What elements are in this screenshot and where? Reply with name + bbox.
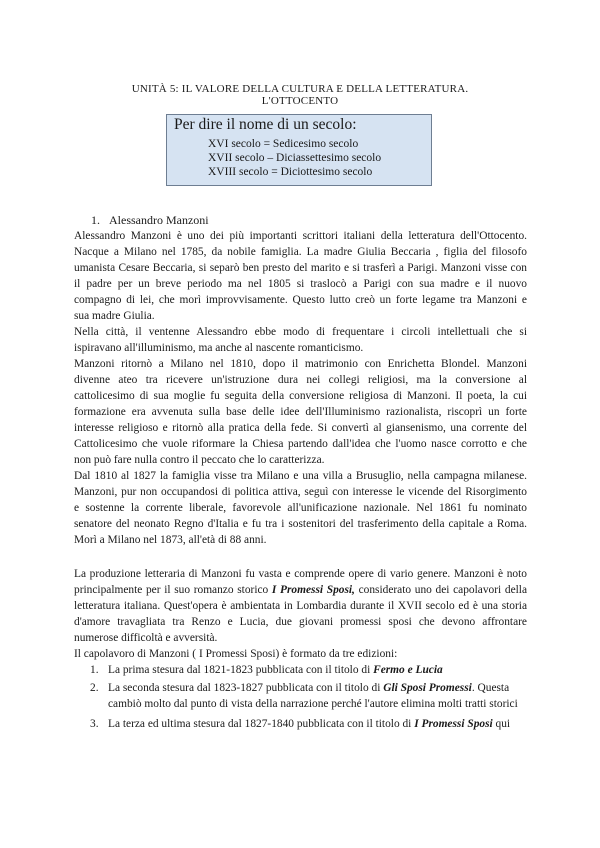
text-line: Manzoni ritornò a Milano nel 1810, dopo il matrimonio con Enrichetta Blondel. Manzoni bbox=[74, 358, 527, 370]
text-line: d'amore travagliata tra Renzo e Lucia, due giovani promessi sposi che devono affrontare bbox=[74, 616, 527, 628]
unit-title: UNITÀ 5: IL VALORE DELLA CULTURA E DELLA LETTERATURA. bbox=[131, 83, 469, 95]
list-number: 3. bbox=[90, 718, 99, 730]
work-title: I Promessi Sposi, bbox=[271, 584, 355, 596]
text-line: Dal 1810 al 1827 la famiglia visse tra Milano e una villa a Brusuglio, nella campagna milanese. bbox=[74, 470, 527, 482]
text-fragment: La terza ed ultima stesura dal 1827-1840 pubblicata con il titolo di bbox=[108, 718, 415, 730]
text-line: compagno di lei, che morì improvvisamente. Questo lutto creò un forte legame tra Manzoni e bbox=[74, 294, 527, 306]
text-fragment: . Questa bbox=[471, 682, 510, 694]
text-fragment: La prima stesura dal 1821-1823 pubblicata con il titolo di bbox=[108, 664, 374, 676]
text-line: Nella città, il ventenne Alessandro ebbe modo di frequentare i circoli intellettuali che si bbox=[74, 326, 527, 338]
text-fragment: qui bbox=[492, 718, 511, 730]
section-title: Alessandro Manzoni bbox=[109, 213, 209, 227]
unit-subtitle: L'OTTOCENTO bbox=[261, 95, 339, 107]
work-title: I Promessi Sposi bbox=[414, 718, 493, 730]
text-line: sua madre Giulia. bbox=[74, 310, 155, 322]
section-heading bbox=[91, 212, 209, 228]
text-line: letteratura italiana. Quest'opera è ambientata in Lombardia durante il XVII secolo ed è una storia bbox=[74, 600, 527, 612]
text-fragment: considerato uno dei capolavori della bbox=[354, 584, 527, 596]
work-title: Fermo e Lucia bbox=[373, 664, 443, 676]
text-line: e sostenne la corrente liberale, favorevole all'unificazione nazionale. Nel 1861 fu nominato bbox=[74, 502, 527, 514]
text-line: divenne ateo tra ricevere un'istruzione dura nei collegi religiosi, ma la conversione al bbox=[74, 374, 527, 386]
list-item-continuation: cambiò molto dal punto di vista della narrazione perché l'autore elimina molti tratti storici bbox=[108, 698, 518, 710]
text-fragment: principalmente per il suo romanzo storico bbox=[74, 584, 272, 596]
text-line: Morì a Milano nel 1873, all'età di 88 anni. bbox=[74, 534, 267, 546]
work-title: Gli Sposi Promessi bbox=[383, 682, 472, 694]
list-number: 2. bbox=[90, 682, 99, 694]
list-item bbox=[108, 716, 510, 732]
list-item bbox=[108, 662, 443, 678]
text-line: Cattolicesimo che vuole riformare la Chiesa partendo dall'idea che l'uomo nasce corrotto e che bbox=[74, 438, 527, 450]
century-note-line: XVI secolo = Sedicesimo secolo bbox=[208, 138, 359, 150]
century-note-heading: Per dire il nome di un secolo: bbox=[174, 116, 357, 133]
text-line: non può fare nulla contro il peccato che lo caratterizza. bbox=[74, 454, 325, 466]
text-line: Manzoni, pur non occupandosi di politica attiva, seguì con interesse le vicende del Risorgimento bbox=[74, 486, 527, 498]
text-line: ispiravano all'illuminismo, ma anche al nascente romanticismo. bbox=[74, 342, 364, 354]
text-line: Nacque a Milano nel 1785, da nobile famiglia. La madre Giulia Beccaria , figlia del filosofo bbox=[74, 246, 527, 258]
text-line: cattolicesimo di sua moglie fu seguita della conversione religiosa di Manzoni. Il poeta, la cui bbox=[74, 390, 527, 402]
text-line: il padre per un breve periodo ma nel 1805 si traslocò a Parigi con sua madre e il nuovo bbox=[74, 278, 527, 290]
text-line: senatore del neonato Regno d'Italia e fu tra i sostenitori del trasferimento della capitale a Roma. bbox=[74, 518, 527, 530]
list-item bbox=[108, 680, 509, 696]
text-line bbox=[74, 582, 527, 598]
section-number: 1. bbox=[91, 213, 100, 227]
text-line: interesse religioso e ritornò alla pratica della fede. Si convertì al giansenismo, una corrente del bbox=[74, 422, 527, 434]
century-note-line: XVIII secolo = Diciottesimo secolo bbox=[208, 166, 373, 178]
text-line: Il capolavoro di Manzoni ( I Promessi Sposi) è formato da tre edizioni: bbox=[74, 648, 398, 660]
century-note-line: XVII secolo – Diciassettesimo secolo bbox=[208, 152, 382, 164]
text-fragment: La seconda stesura dal 1823-1827 pubblicata con il titolo di bbox=[108, 682, 384, 694]
text-line: Alessandro Manzoni è uno dei più importanti scrittori italiani della letteratura dell'Ottocento. bbox=[74, 230, 527, 242]
text-line: numerose difficoltà e avversità. bbox=[74, 632, 218, 644]
text-line: umanista Cesare Beccaria, si separò ben presto del marito e si trasferì a Parigi. Manzoni visse con bbox=[74, 262, 527, 274]
list-number: 1. bbox=[90, 664, 99, 676]
text-line: formazione era avvenuta sulla base delle idee dell'Illuminismo razionalista, riscoprì un forte bbox=[74, 406, 527, 418]
text-line: La produzione letteraria di Manzoni fu vasta e comprende opere di vario genere. Manzoni è noto bbox=[74, 568, 527, 580]
